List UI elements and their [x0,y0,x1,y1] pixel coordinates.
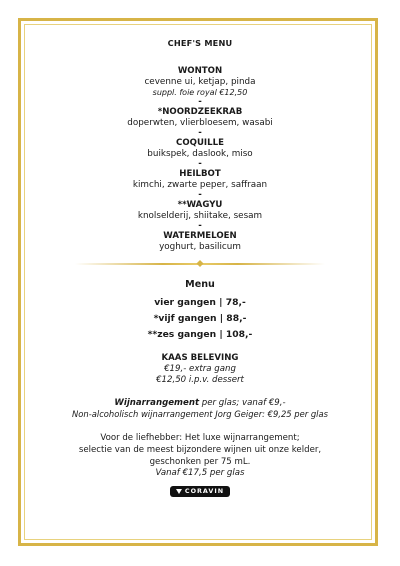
wine-arrangement-label: Wijnarrangement [114,398,200,408]
wine-arrangement-detail: per glas; vanaf €9,- [199,398,286,408]
course-name: COQUILLE [176,138,224,148]
luxury-line: Voor de liefhebber: Het luxe wijnarrangement; [100,433,300,443]
course-separator: - [198,97,202,107]
luxury-line: geschonken per 75 mL. [149,457,251,467]
course-watermeloen [30,231,370,253]
menu-options [30,279,370,341]
course-description: knolselderij, shiitake, sesam [137,211,263,221]
course-separator: - [198,128,202,138]
menu-title: CHEF'S MENU [167,38,233,48]
course-name: WONTON [177,66,223,76]
menu-options-title: Menu [185,279,215,290]
cheese-line: €12,50 i.p.v. dessert [156,375,244,385]
cheese-section [30,353,370,386]
course-separator: - [198,159,202,169]
course-name: WATERMELOEN [163,231,237,241]
coravin-logo-text: CORAVIN [184,487,225,495]
coravin-logo [170,486,230,497]
non-alcoholic-wine-line: Non-alcoholisch wijnarrangement Jorg Geiger: €9,25 per glas [72,409,328,419]
menu-option-item: **zes gangen | 108,- [147,329,253,340]
coravin-logo-icon [176,489,182,494]
course-description: doperwten, vlierbloesem, wasabi [127,118,273,128]
gold-divider [75,263,325,265]
course-separator: - [198,190,202,200]
cheese-line: €19,- extra gang [164,364,236,374]
wine-arrangement-line [30,398,370,409]
course-wagyu [30,200,370,222]
luxury-price: Vanaf €17,5 per glas [155,468,245,478]
course-wonton [30,66,370,98]
course-name: **WAGYU [177,200,223,210]
course-name: HEILBOT [179,169,221,179]
course-separator: - [198,221,202,231]
course-name: *NOORDZEEKRAB [157,107,243,117]
course-heilbot [30,169,370,191]
luxury-line: selectie van de meest bijzondere wijnen uit onze kelder, [78,445,322,455]
course-description: cevenne ui, ketjap, pinda [144,77,256,87]
menu-option-item: *vijf gangen | 88,- [153,313,247,324]
course-description: kimchi, zwarte peper, saffraan [132,180,268,190]
luxury-wine-section [30,432,370,498]
course-supplement: suppl. foie royal €12,50 [152,88,248,97]
menu-option-item: vier gangen | 78,- [154,297,246,308]
wine-section [30,398,370,420]
course-noordzeekrab [30,107,370,129]
course-coquille [30,138,370,160]
menu-card [30,38,370,498]
course-description: yoghurt, basilicum [159,242,241,252]
course-description: buikspek, daslook, miso [147,149,253,159]
diamond-ornament-icon [196,260,203,267]
cheese-title: KAAS BELEVING [161,353,239,363]
